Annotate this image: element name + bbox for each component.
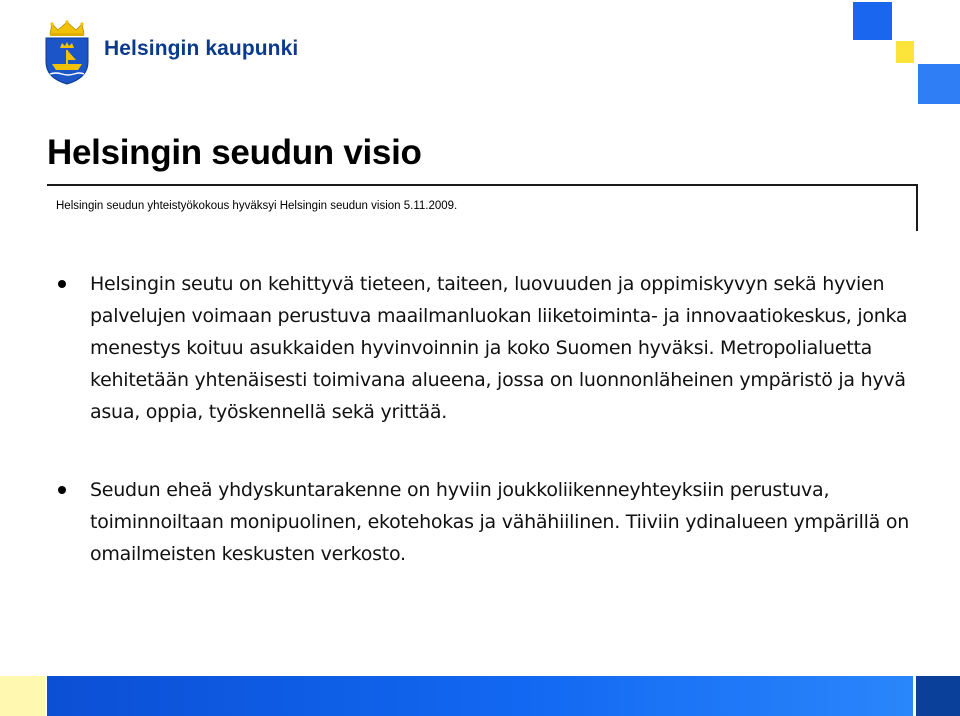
footer-accent-dark xyxy=(916,676,960,716)
bullet-text: Seudun eheä yhdyskuntarakenne on hyviin joukkoliikenneyhteyksiin perustuva, toiminnoiltaan monipuolinen, ekotehokas ja vähähiilinen. Tiiviin ydinalueen ympärillä on omailmeisten keskusten verkosto. xyxy=(90,479,910,565)
decorative-square-blue xyxy=(853,2,892,40)
crown-icon xyxy=(50,20,84,36)
bullet-icon xyxy=(58,280,66,288)
title-divider-vertical xyxy=(916,184,918,231)
bullet-icon xyxy=(58,486,66,494)
decorative-square-yellow xyxy=(896,41,914,63)
page-title: Helsingin seudun visio xyxy=(47,133,422,172)
footer-bar xyxy=(47,676,913,716)
footer-accent-yellow xyxy=(0,676,45,716)
logo-text: Helsingin kaupunki xyxy=(104,37,299,60)
title-divider xyxy=(47,184,918,186)
bullet-list xyxy=(58,268,918,616)
bullet-text: Helsingin seutu on kehittyvä tieteen, taiteen, luovuuden ja oppimiskyvyn sekä hyvien palvelujen voimaan perustuva maailmanluokan liiketoiminta- ja innovaatiokeskus, jonka menestys koituu asukkaiden hyvinvoinnin ja koko Suomen hyväksi. Metropolialuetta kehitetään yhtenäisesti toimivana alueena, jossa on luonnonläheinen ympäristö ja hyvä asua, oppia, työskennellä sekä yrittää. xyxy=(90,273,908,423)
helsinki-crest-logo xyxy=(42,20,92,86)
list-item xyxy=(58,268,918,428)
decorative-square-lightblue xyxy=(918,64,960,104)
shield-icon xyxy=(46,38,88,84)
list-item xyxy=(58,474,918,570)
page-subtitle: Helsingin seudun yhteistyökokous hyväksyi Helsingin seudun vision 5.11.2009. xyxy=(56,200,458,212)
